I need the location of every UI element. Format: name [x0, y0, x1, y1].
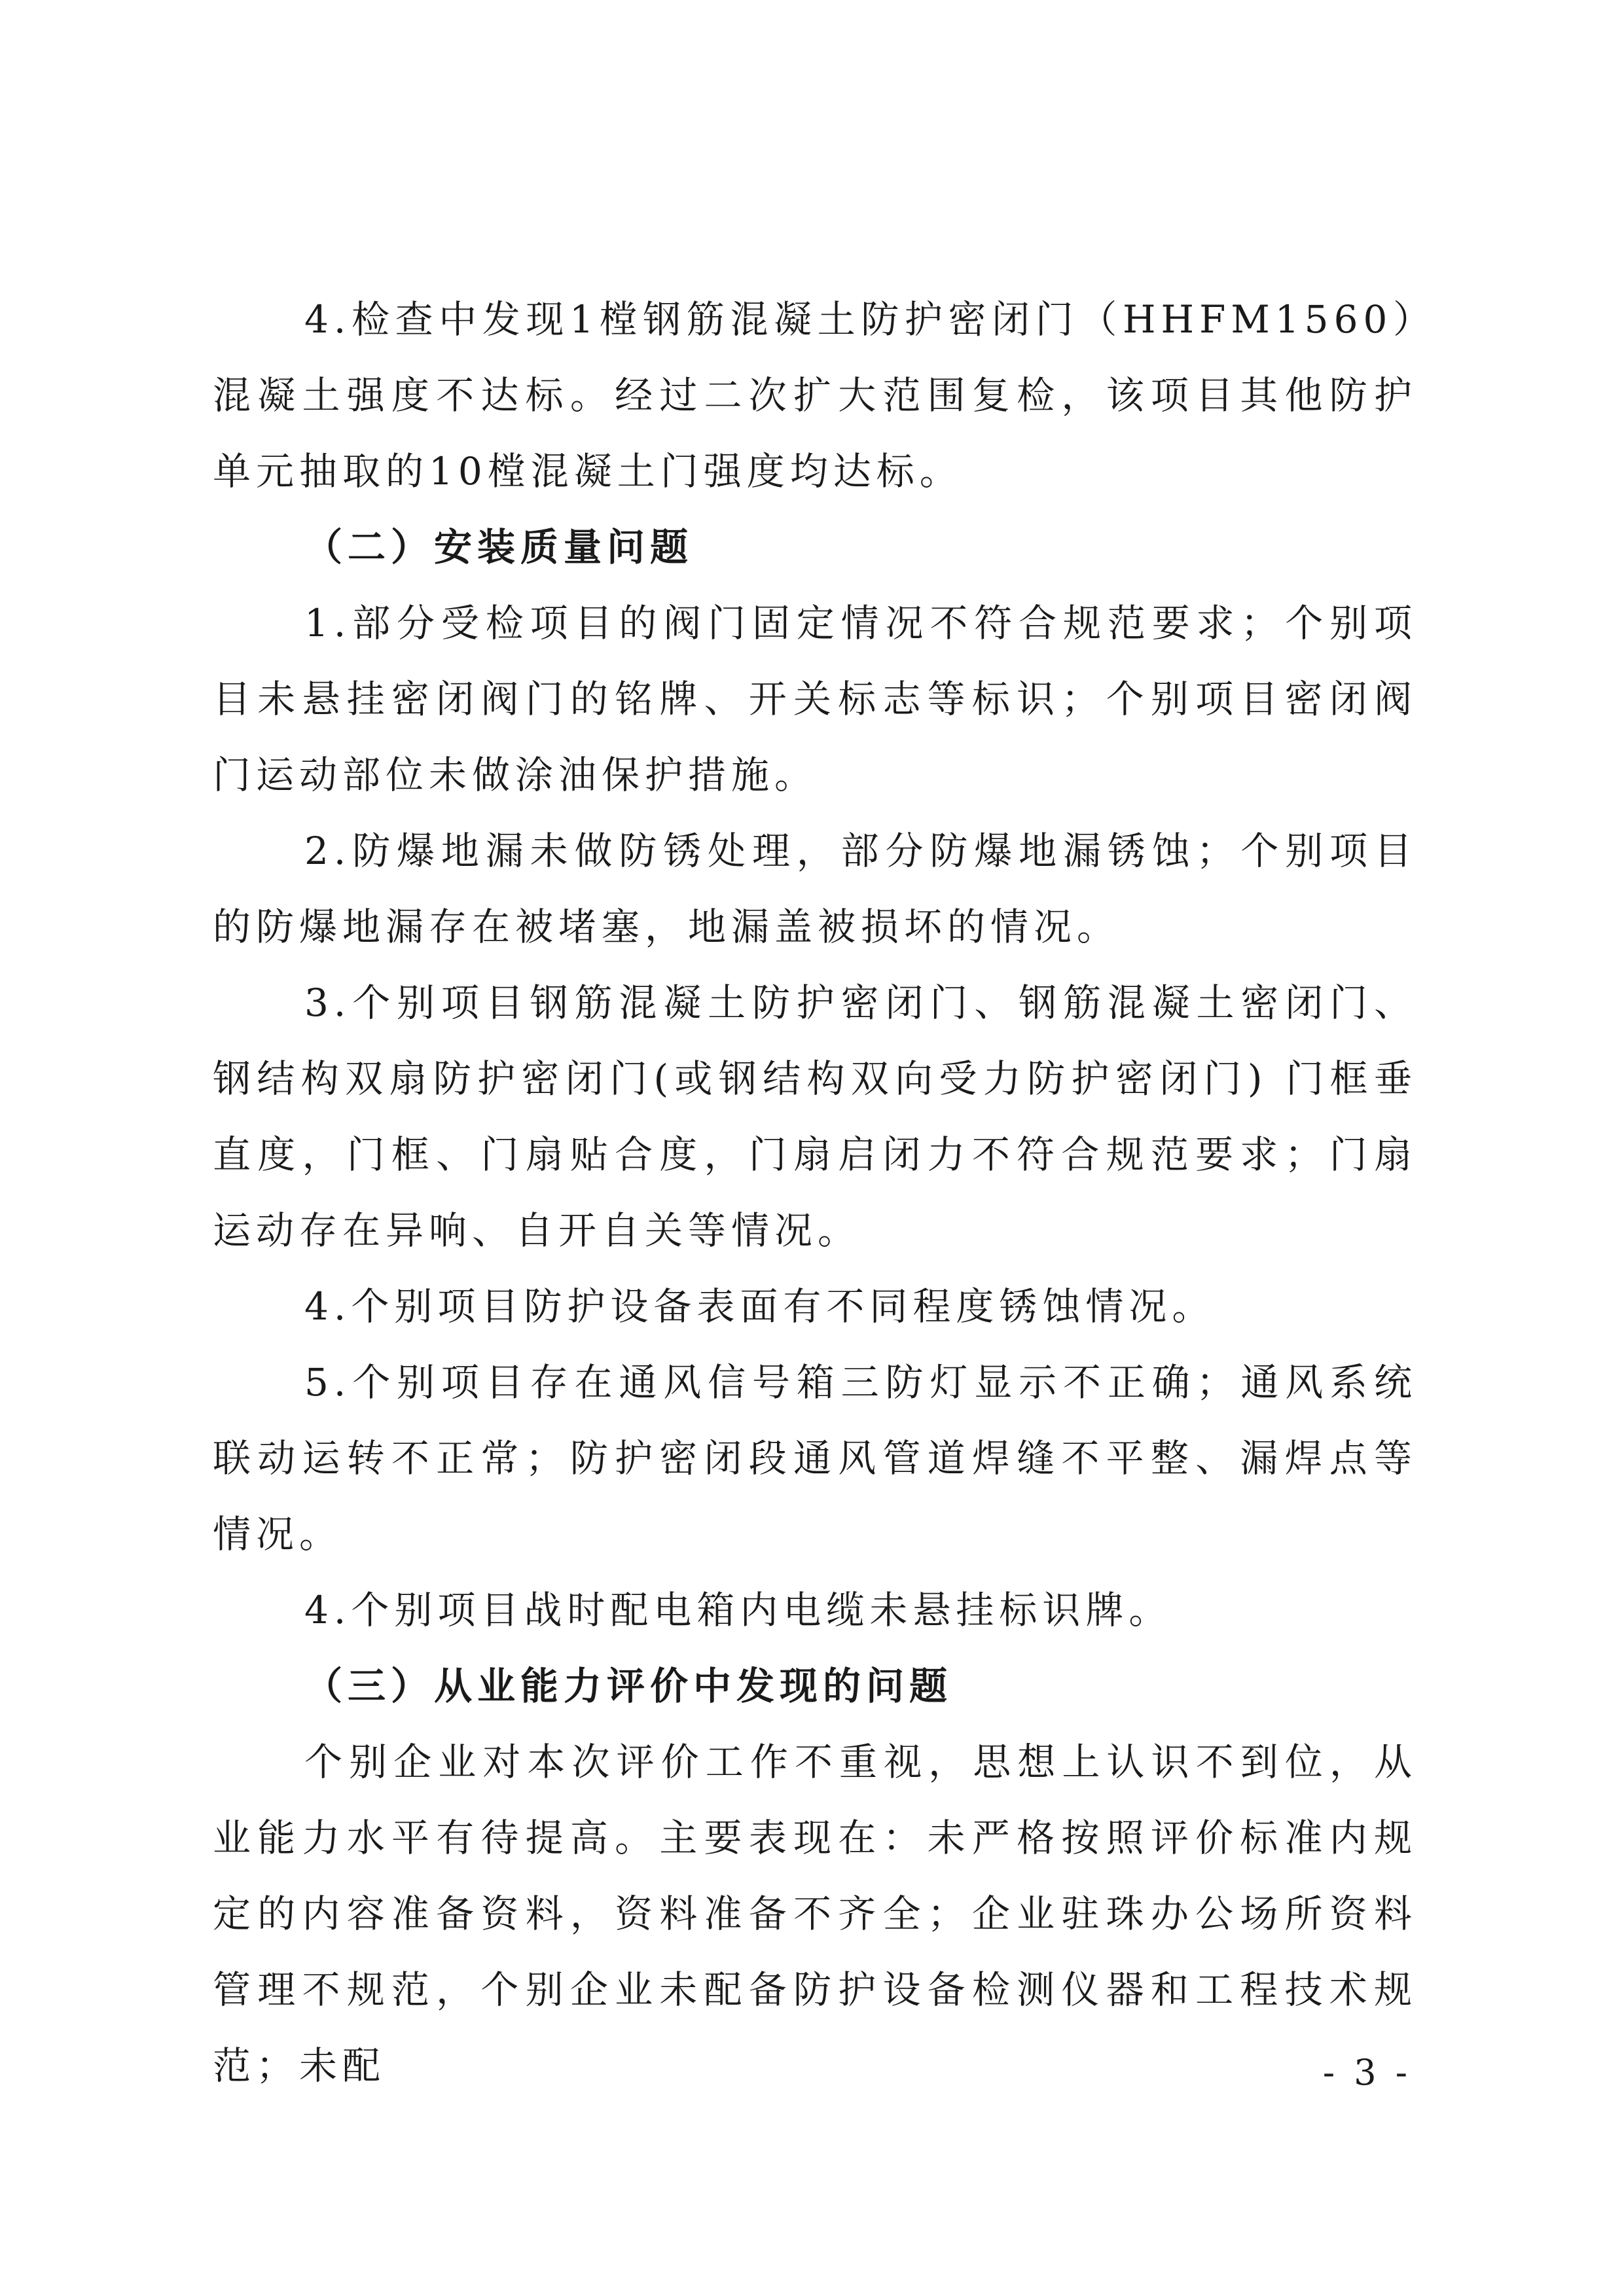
paragraph-ventilation: 5.个别项目存在通风信号箱三防灯显示不正确；通风系统联动运转不正常；防护密闭段通风管道焊缝不平整、漏焊点等情况。	[213, 1360, 1417, 1556]
paragraph-cable-label: 4.个别项目战时配电箱内电缆未悬挂标识牌。	[304, 1588, 1172, 1632]
paragraph-floor-drain: 2.防爆地漏未做防锈处理，部分防爆地漏锈蚀；个别项目的防爆地漏存在被堵塞，地漏盖被损坏的情况。	[213, 829, 1417, 949]
paragraph-door-frame: 3.个别项目钢筋混凝土防护密闭门、钢筋混凝土密闭门、钢结构双扇防护密闭门(或钢结构双向受力防护密闭门) 门框垂直度，门框、门扇贴合度，门扇启闭力不符合规范要求；门扇运动存在异响、自开自关等情况。	[213, 980, 1417, 1253]
section-heading-capability-evaluation: （三）从业能力评价中发现的问题	[304, 1664, 953, 1708]
section-heading-installation-quality: （二）安装质量问题	[304, 525, 694, 569]
paragraph-concrete-door-strength: 4.检查中发现1樘钢筋混凝土防护密闭门（HHFM1560）混凝土强度不达标。经过二次扩大范围复检，该项目其他防护单元抽取的10樘混凝土门强度均达标。	[213, 297, 1417, 493]
paragraph-valve-fixing: 1.部分受检项目的阀门固定情况不符合规范要求；个别项目未悬挂密闭阀门的铭牌、开关标志等标识；个别项目密闭阀门运动部位未做涂油保护措施。	[213, 601, 1417, 797]
paragraph-surface-rust: 4.个别项目防护设备表面有不同程度锈蚀情况。	[304, 1284, 1216, 1329]
paragraph-enterprise-capability: 个别企业对本次评价工作不重视，思想上认识不到位，从业能力水平有待提高。主要表现在：未严格按照评价标准内规定的内容准备资料，资料准备不齐全；企业驻珠办公场所资料管理不规范，个别企业未配备防护设备检测仪器和工程技术规范；未配	[213, 1740, 1417, 2088]
page-number: - 3 -	[1322, 2052, 1411, 2093]
document-body	[213, 281, 1417, 2104]
